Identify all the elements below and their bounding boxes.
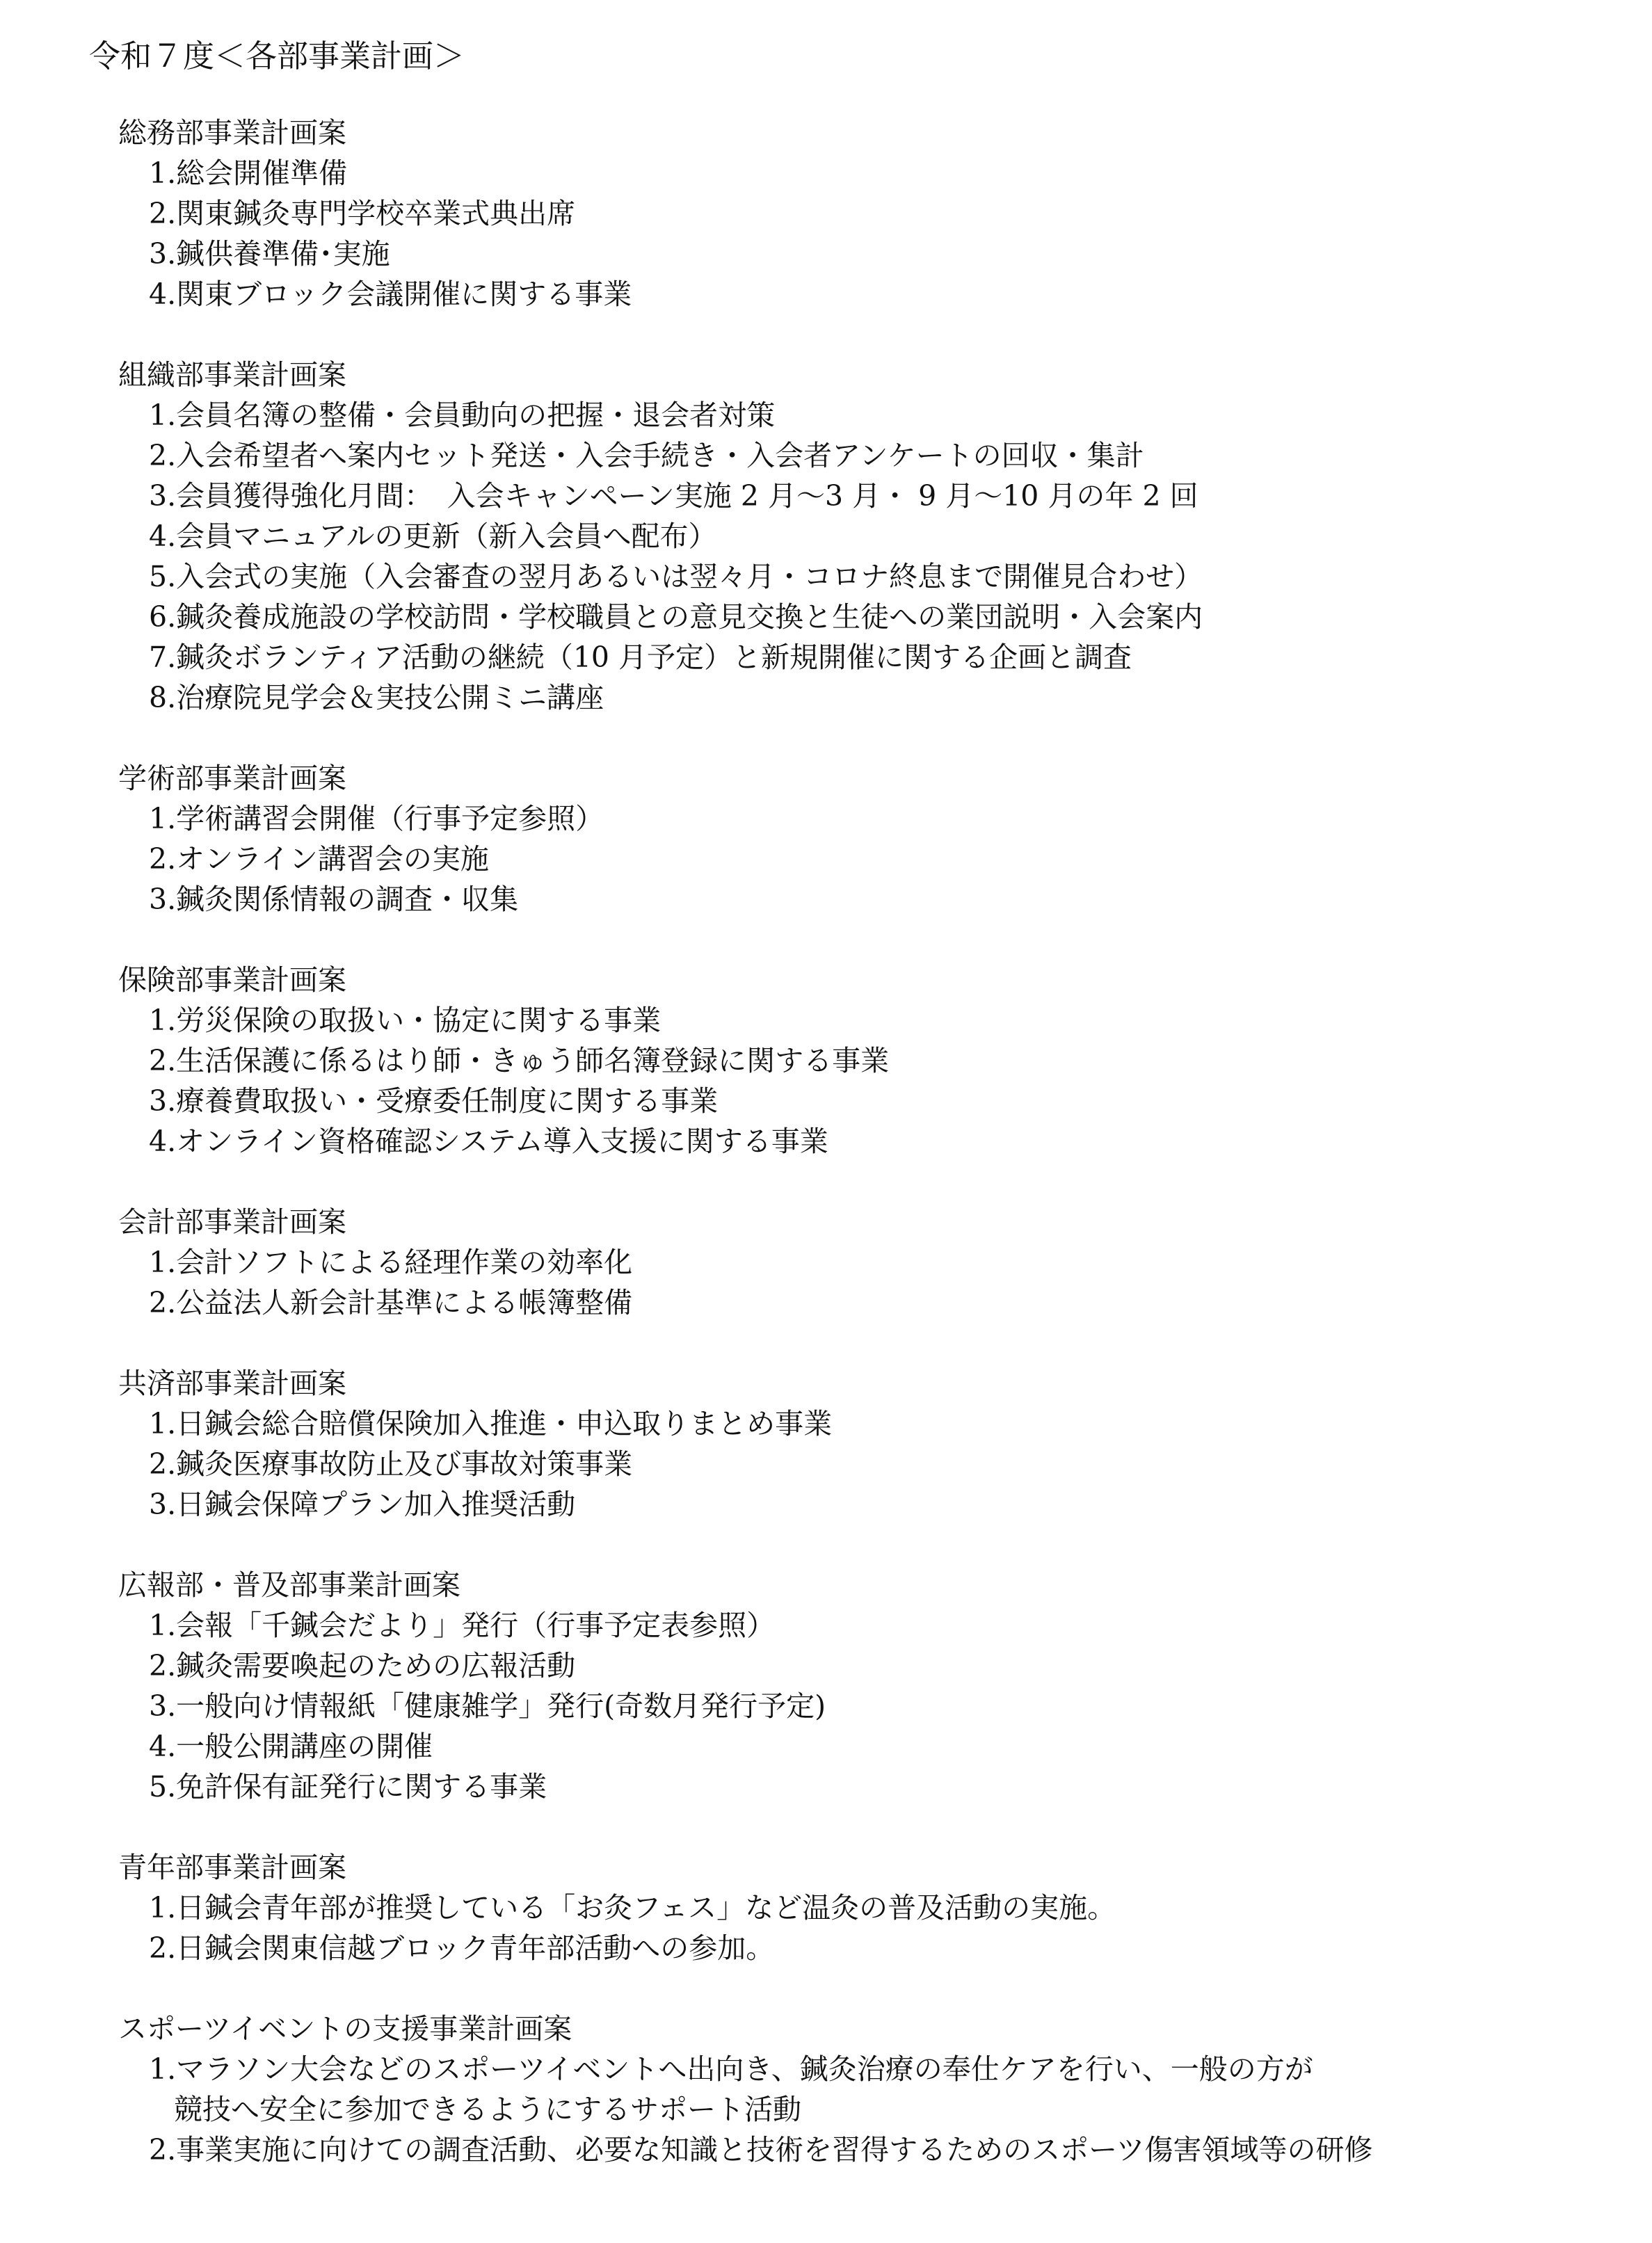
plan-item: 3.鍼灸関係情報の調査・収集: [149, 883, 519, 916]
plan-item: 2.日鍼会関東信越ブロック青年部活動への参加。: [149, 1931, 775, 1965]
section-heading: 共済部事業計画案: [118, 1367, 346, 1400]
plan-item: 4.関東ブロック会議開催に関する事業: [149, 278, 632, 311]
section-heading: 学術部事業計画案: [118, 762, 346, 795]
section-heading: スポーツイベントの支援事業計画案: [118, 2012, 572, 2045]
plan-item: 1.会員名簿の整備・会員動向の把握・退会者対策: [149, 399, 776, 432]
plan-item: 6.鍼灸養成施設の学校訪問・学校職員との意見交換と生徒への業団説明・入会案内: [149, 600, 1203, 634]
section-organization: [118, 355, 1593, 718]
plan-item: 8.治療院見学会＆実技公開ミニ講座: [149, 681, 604, 714]
section-academic: [118, 758, 1593, 919]
plan-item: 1.総会開催準備: [149, 156, 348, 190]
plan-item: 3.日鍼会保障プラン加入推奨活動: [149, 1488, 576, 1521]
section-heading: 保険部事業計画案: [118, 963, 346, 997]
section-youth: [118, 1847, 1593, 1968]
plan-item: 1.労災保険の取扱い・協定に関する事業: [149, 1004, 661, 1037]
plan-item: 3.鍼供養準備･実施: [149, 237, 390, 271]
section-heading: 青年部事業計画案: [118, 1851, 346, 1884]
plan-item: 5.免許保有証発行に関する事業: [149, 1770, 547, 1803]
plan-item: 3.一般向け情報紙「健康雑学」発行(奇数月発行予定): [149, 1689, 826, 1723]
plan-item: 7.鍼灸ボランティア活動の継続（10 月予定）と新規開催に関する企画と調査: [149, 641, 1132, 674]
section-list: [118, 113, 1593, 2210]
section-heading: 総務部事業計画案: [118, 116, 346, 150]
plan-item: 4.オンライン資格確認システム導入支援に関する事業: [149, 1125, 828, 1158]
plan-item: 4.一般公開講座の開催: [149, 1730, 433, 1763]
plan-item: 2.関東鍼灸専門学校卒業式典出席: [149, 197, 576, 230]
plan-item: 1.日鍼会青年部が推奨している「お灸フェス」など温灸の普及活動の実施。: [149, 1891, 1116, 1924]
section-heading: 組織部事業計画案: [118, 358, 346, 392]
plan-item: 2.オンライン講習会の実施: [149, 842, 489, 876]
plan-item: 2.鍼灸需要喚起のための広報活動: [149, 1649, 576, 1682]
plan-item: 1.会計ソフトによる経理作業の効率化: [149, 1246, 633, 1279]
plan-item: 3.会員獲得強化月間： 入会キャンペーン実施 2 月～3 月・ 9 月～10 月の年 2 回: [149, 479, 1198, 513]
section-public-relations: [118, 1565, 1593, 1807]
plan-item-continuation: 競技へ安全に参加できるようにするサポート活動: [174, 2093, 801, 2126]
plan-item: 3.療養費取扱い・受療委任制度に関する事業: [149, 1084, 719, 1118]
plan-item: 2.事業実施に向けての調査活動、必要な知識と技術を習得するためのスポーツ傷害領域等の研修: [149, 2133, 1373, 2166]
plan-item: 1.学術講習会開催（行事予定参照）: [149, 802, 604, 835]
plan-item: 2.入会希望者へ案内セット発送・入会手続き・入会者アンケートの回収・集計: [149, 439, 1144, 472]
section-heading: 会計部事業計画案: [118, 1205, 346, 1239]
section-general-affairs: [118, 113, 1593, 314]
plan-item: 1.会報「千鍼会だより」発行（行事予定表参照）: [149, 1609, 776, 1642]
plan-item: 2.鍼灸医療事故防止及び事故対策事業: [149, 1447, 633, 1481]
plan-item: 1.日鍼会総合賠償保険加入推進・申込取りまとめ事業: [149, 1407, 833, 1440]
plan-item: 4.会員マニュアルの更新（新入会員へ配布）: [149, 520, 717, 553]
section-insurance: [118, 960, 1593, 1161]
section-sports-event: [118, 2009, 1593, 2170]
plan-item: 2.公益法人新会計基準による帳簿整備: [149, 1286, 633, 1319]
section-accounting: [118, 1202, 1593, 1323]
plan-item: 2.生活保護に係るはり師・きゅう師名簿登録に関する事業: [149, 1044, 890, 1077]
section-heading: 広報部・普及部事業計画案: [118, 1568, 460, 1602]
plan-item: 5.入会式の実施（入会審査の翌月あるいは翌々月・コロナ終息まで開催見合わせ）: [149, 560, 1203, 593]
plan-item: 1.マラソン大会などのスポーツイベントへ出向き、鍼灸治療の奉仕ケアを行い、一般の方が: [149, 2052, 1313, 2086]
document-title: 令和７度＜各部事業計画＞: [89, 38, 465, 74]
section-mutual-aid: [118, 1363, 1593, 1525]
